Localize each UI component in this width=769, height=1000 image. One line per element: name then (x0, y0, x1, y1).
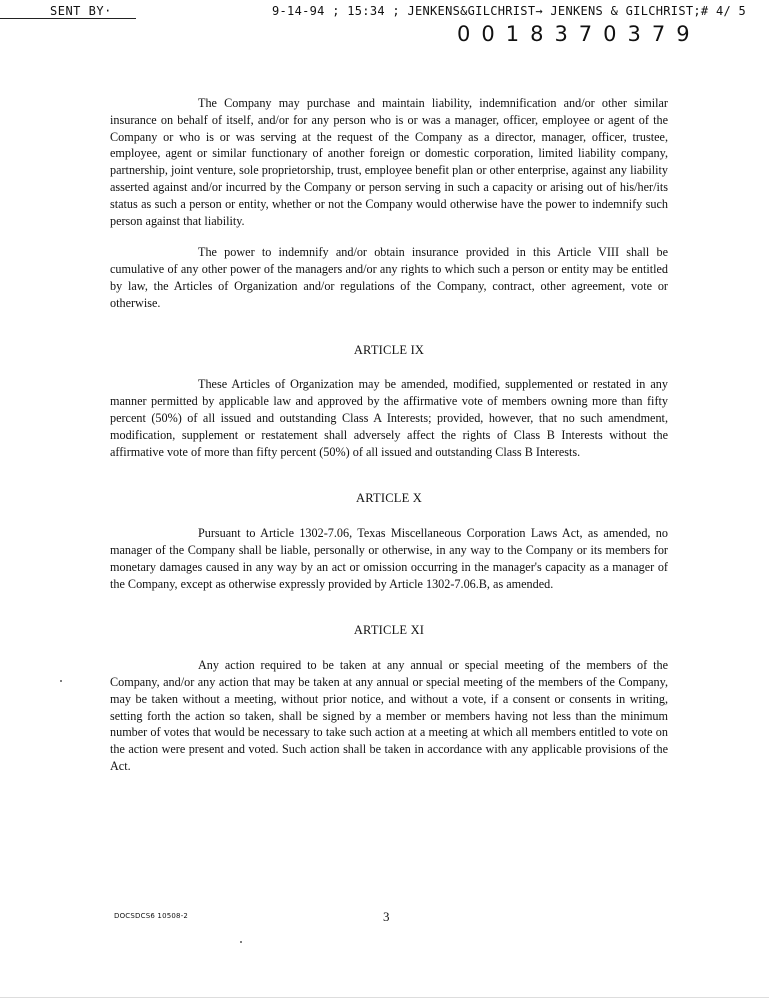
article-x-text: Pursuant to Article 1302-7.06, Texas Miscellaneous Corporation Laws Act, as amended, no manager of the Company shall be liable, personally or otherwise, in any way to the Company or its members for monetary damages caused in any way by an act or omission occurring in the manager's capacity as a manager of the Company, except as otherwise expressly provided by Article 1302-7.06.B, as amended. (110, 526, 668, 591)
scan-speck (240, 941, 242, 943)
article-xi-text: Any action required to be taken at any annual or special meeting of the members of the Company, and/or any action that may be taken at any annual or special meeting of the members of the Company, may be taken without a meeting, without prior notice, and without a vote, if a consent or consents in writing, setting forth the action so taken, shall be signed by a member or members having not less than the minimum number of votes that would be necessary to take such action at a meeting at which all members entitled to vote on the action were present and voted. Such action shall be taken in accordance with any applicable provisions of the Act. (110, 658, 668, 773)
section-spacer (110, 312, 668, 342)
heading-spacer (110, 358, 668, 376)
header-rule (0, 18, 136, 19)
fax-transmission-line: 9-14-94 ; 15:34 ; JENKENS&GILCHRIST→ JENKENS & GILCHRIST;# 4/ 5 (272, 4, 747, 18)
paragraph-spacer (110, 229, 668, 244)
insurance-paragraph: The Company may purchase and maintain liability, indemnification and/or other similar insurance on behalf of itself, and/or for any person who is or was a manager, officer, employee or agent of the Company or who is or was serving at the request of the Company as a director, manager, officer, trustee, employee, agent or similar functionary of another foreign or domestic corporation, limited liability company, partnership, joint venture, sole proprietorship, trust, employee benefit plan or other enterprise, against any liability asserted against and/or incurred by the Company or person serving in such a capacity or arising out of his/her/its status as such a person or entity, whether or not the Company would otherwise have the power to indemnify such person against that liability. (110, 96, 668, 228)
scan-speck (60, 680, 62, 682)
article-ix-heading: ARTICLE IX (353, 342, 425, 357)
section-spacer (110, 592, 668, 622)
article-x-heading: ARTICLE X (356, 491, 422, 506)
cumulative-paragraph: The power to indemnify and/or obtain insurance provided in this Article VIII shall be cumulative of any other power of the managers and/or any rights to which such a person or entity may be entitled by law, the Articles of Organization and/or regulations of the Company, contract, other agreement, vote or otherwise. (110, 245, 668, 310)
article-xi-heading: ARTICLE XI (353, 623, 425, 638)
article-ix-text: These Articles of Organization may be amended, modified, supplemented or restated in any manner permitted by applicable law and approved by the affirmative vote of members owning more than fifty percent (50%) of all issued and outstanding Class A Interests; provided, however, that no such amendment, modification, supplement or restatement shall adversely affect the rights of Class B Interests without the affirmative vote of more than fifty percent (50%) of all issued and outstanding Class B Interests. (110, 377, 668, 459)
page-bottom-edge (0, 997, 769, 998)
page-number: 3 (383, 909, 390, 924)
sent-by-label: SENT BY· (50, 4, 112, 18)
fax-header (0, 0, 769, 50)
document-code: DOCSDCS6 10508-2 (114, 912, 189, 920)
document-body (110, 95, 668, 775)
heading-spacer (110, 507, 668, 525)
heading-spacer (110, 639, 668, 657)
bates-number: 0018370379 (457, 22, 701, 46)
section-spacer (110, 460, 668, 490)
